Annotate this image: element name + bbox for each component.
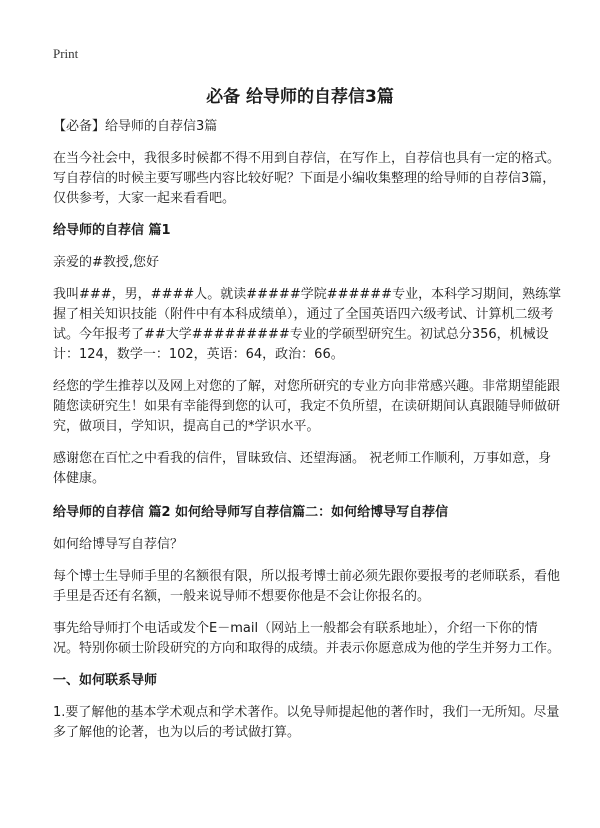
- section-1-paragraph-1: 我叫###，男，####人。就读#####学院######专业，本科学习期间，熟练掌握了相关知识技能（附件中有本科成绩单），通过了全国英语四六级考试、计算机二级考试。今年报考了##大学#########专业的学硕型研究生。初试总分356，机械设计：124，数学一：102，英语：64，政治：66。: [53, 287, 562, 362]
- document-subtitle: 【必备】给导师的自荐信3篇: [53, 119, 218, 134]
- section-1-paragraph-2: 经您的学生推荐以及网上对您的了解，对您所研究的专业方向非常感兴趣。非常期望能跟随您读研究生！如果有幸能得到您的认可，我定不负所望，在读研期间认真跟随导师做研究，做项目，学知识，提高自己的*学识水平。: [53, 379, 561, 434]
- section-1-greeting: 亲爱的#教授,您好: [53, 255, 160, 270]
- section-2-subheading: 一、如何联系导师: [53, 673, 158, 688]
- section-1-heading: 给导师的自荐信 篇1: [53, 223, 171, 238]
- section-1-paragraph-3: 感谢您在百忙之中看我的信件，冒昧致信、还望海涵。 祝老师工作顺利，万事如意，身体健康。: [53, 451, 552, 486]
- section-2-list-item-1: 1.要了解他的基本学术观点和学术著作。以免导师提起他的著作时，我们一无所知。尽量多了解他的论著，也为以后的考试做打算。: [53, 705, 560, 740]
- section-2-paragraph-1: 每个博士生导师手里的名额很有限，所以报考博士前必须先跟你要报考的老师联系，看他手里是否还有名额，一般来说导师不想要你他是不会让你报名的。: [53, 569, 561, 604]
- section-2-question: 如何给博导写自荐信？: [53, 537, 184, 552]
- intro-paragraph: 在当今社会中，我很多时候都不得不用到自荐信，在写作上，自荐信也具有一定的格式。写自荐信的时候主要写哪些内容比较好呢？下面是小编收集整理的给导师的自荐信3篇，仅供参考，大家一起来看看吧。: [53, 151, 561, 206]
- document-body: [53, 117, 563, 755]
- section-2-paragraph-2: 事先给导师打个电话或发个E－mail（网站上一般都会有联系地址），介绍一下你的情况。特别你硕士阶段研究的方向和取得的成绩。并表示你愿意成为他的学生并努力工作。: [53, 621, 561, 656]
- page-title: 必备 给导师的自荐信3篇: [206, 87, 394, 107]
- print-label[interactable]: Print: [53, 46, 79, 61]
- section-2-heading: 给导师的自荐信 篇2 如何给导师写自荐信篇二：如何给博导写自荐信: [53, 505, 449, 520]
